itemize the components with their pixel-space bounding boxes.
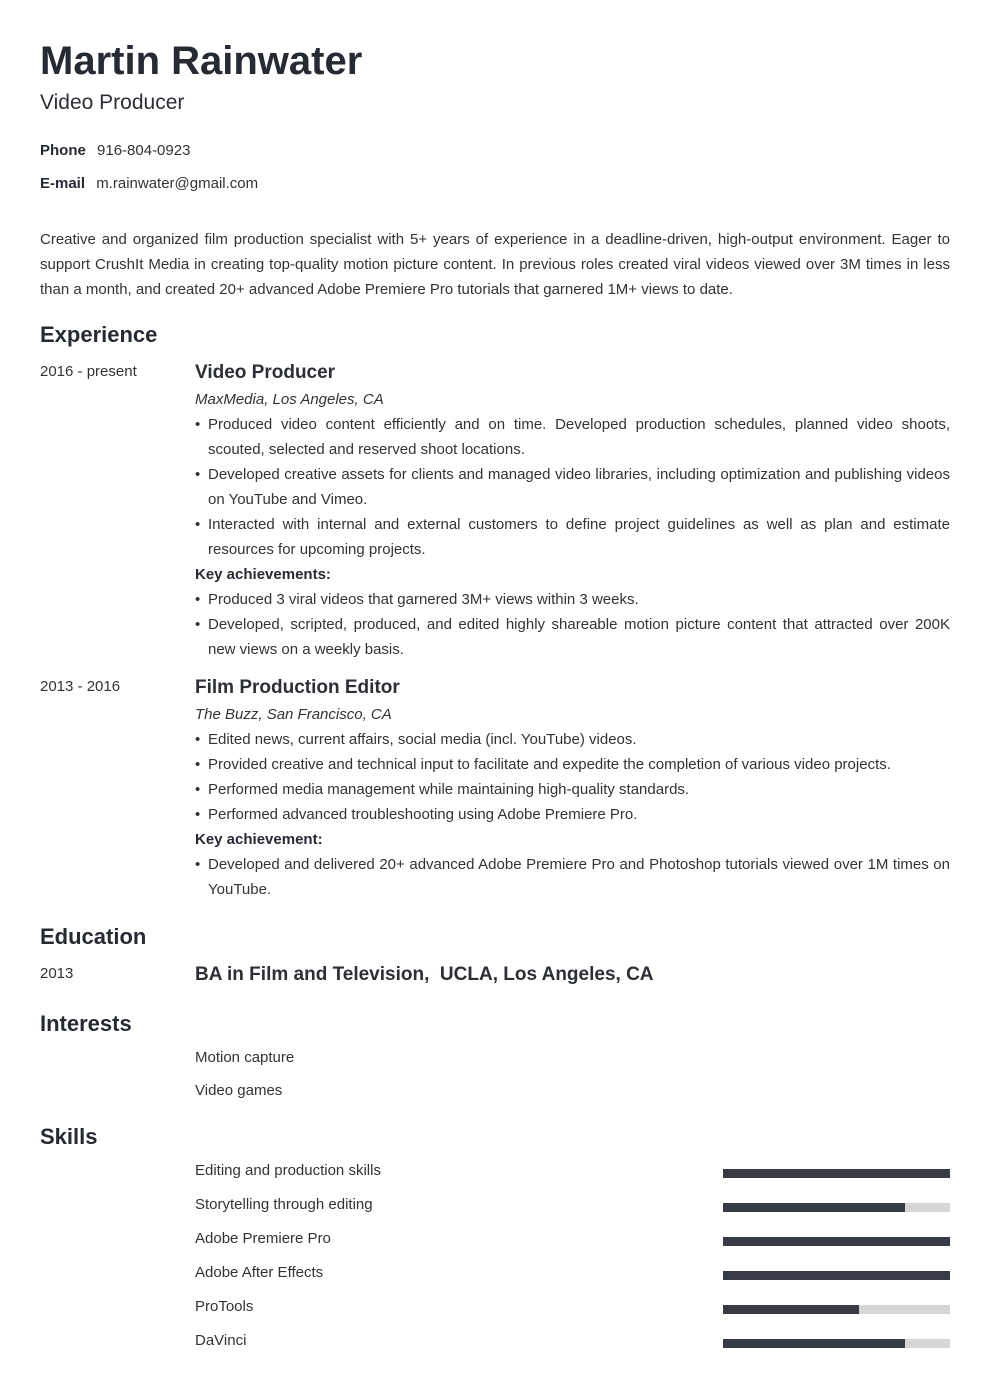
job-role: Video Producer [195,362,336,383]
skill-level-fill [723,1237,950,1246]
skill-level-bar [723,1305,950,1314]
skill-level-fill [723,1203,905,1212]
list-item: • Produced 3 viral videos that garnered 3M+ views within 3 weeks. [195,587,950,612]
list-item: • Provided creative and technical input to facilitate and expedite the completion of various video projects. [195,752,950,777]
skill-level-bar [723,1237,950,1246]
education-degree: BA in Film and Television, UCLA, Los Angeles, CA [195,964,654,985]
interest-item: Motion capture [195,1049,295,1066]
skills-heading: Skills [40,1124,98,1149]
skill-row [195,1297,950,1317]
job-dates: 2013 - 2016 [40,678,121,695]
skill-level-fill [723,1305,859,1314]
experience-heading: Experience [40,322,158,347]
skill-level-bar [723,1203,950,1212]
list-item: • Edited news, current affairs, social media (incl. YouTube) videos. [195,727,950,752]
skill-row [195,1229,950,1249]
skill-name: Adobe After Effects [195,1264,324,1281]
email-label: E-mail [40,175,86,192]
key-achievements-list [195,587,950,662]
phone-label: Phone [40,142,86,159]
skill-level-fill [723,1271,950,1280]
skill-level-bar [723,1271,950,1280]
skill-name: DaVinci [195,1332,247,1349]
education-year: 2013 [40,965,74,982]
email-value: m.rainwater@gmail.com [96,175,259,192]
skill-row [195,1195,950,1215]
job-duties-list [195,727,950,827]
job-company: MaxMedia, Los Angeles, CA [195,391,384,408]
job-company: The Buzz, San Francisco, CA [195,706,392,723]
list-item: • Developed, scripted, produced, and edited highly shareable motion picture content that attracted over 200K new views on a weekly basis. [195,612,950,662]
key-achievement-list [195,852,950,902]
job-duties-list [195,412,950,562]
job-role: Film Production Editor [195,677,400,698]
job-body [195,677,950,902]
skill-level-bar [723,1339,950,1348]
skill-row [195,1331,950,1351]
list-item: • Interacted with internal and external customers to define project guidelines as well as plan and estimate resources for upcoming projects. [195,512,950,562]
list-item: • Produced video content efficiently and on time. Developed production schedules, planned video shoots, scouted, selected and reserved shoot locations. [195,412,950,462]
job-body [195,362,950,662]
skill-name: ProTools [195,1298,254,1315]
interest-item: Video games [195,1082,283,1099]
interests-heading: Interests [40,1011,132,1036]
phone-value: 916-804-0923 [97,142,191,159]
list-item: • Performed media management while maintaining high-quality standards. [195,777,950,802]
list-item: • Developed and delivered 20+ advanced Adobe Premiere Pro and Photoshop tutorials viewed over 1M times on YouTube. [195,852,950,902]
skill-level-bar [723,1169,950,1178]
education-heading: Education [40,924,147,949]
skill-level-fill [723,1169,950,1178]
email-row [40,174,258,194]
summary-paragraph: Creative and organized film production specialist with 5+ years of experience in a deadline-driven, high-output environment. Eager to support CrushIt Media in creating top-quality motion picture content. In previous roles created viral videos viewed over 3M times in less than a month, and created 20+ advanced Adobe Premiere Pro tutorials that garnered 1M+ views to date. [40,231,950,298]
candidate-title: Video Producer [40,91,185,114]
education-body [195,964,950,986]
skill-name: Storytelling through editing [195,1196,373,1213]
phone-row [40,141,190,161]
skill-name: Adobe Premiere Pro [195,1230,331,1247]
candidate-name: Martin Rainwater [40,39,363,83]
skill-row [195,1263,950,1283]
key-achievement-label: Key achievement: [195,831,323,848]
skill-row [195,1161,950,1181]
key-achievements-label: Key achievements: [195,566,331,583]
list-item: • Performed advanced troubleshooting using Adobe Premiere Pro. [195,802,950,827]
list-item: • Developed creative assets for clients and managed video libraries, including optimization and publishing videos on YouTube and Vimeo. [195,462,950,512]
skill-name: Editing and production skills [195,1162,381,1179]
skill-level-fill [723,1339,905,1348]
job-dates: 2016 - present [40,363,137,380]
